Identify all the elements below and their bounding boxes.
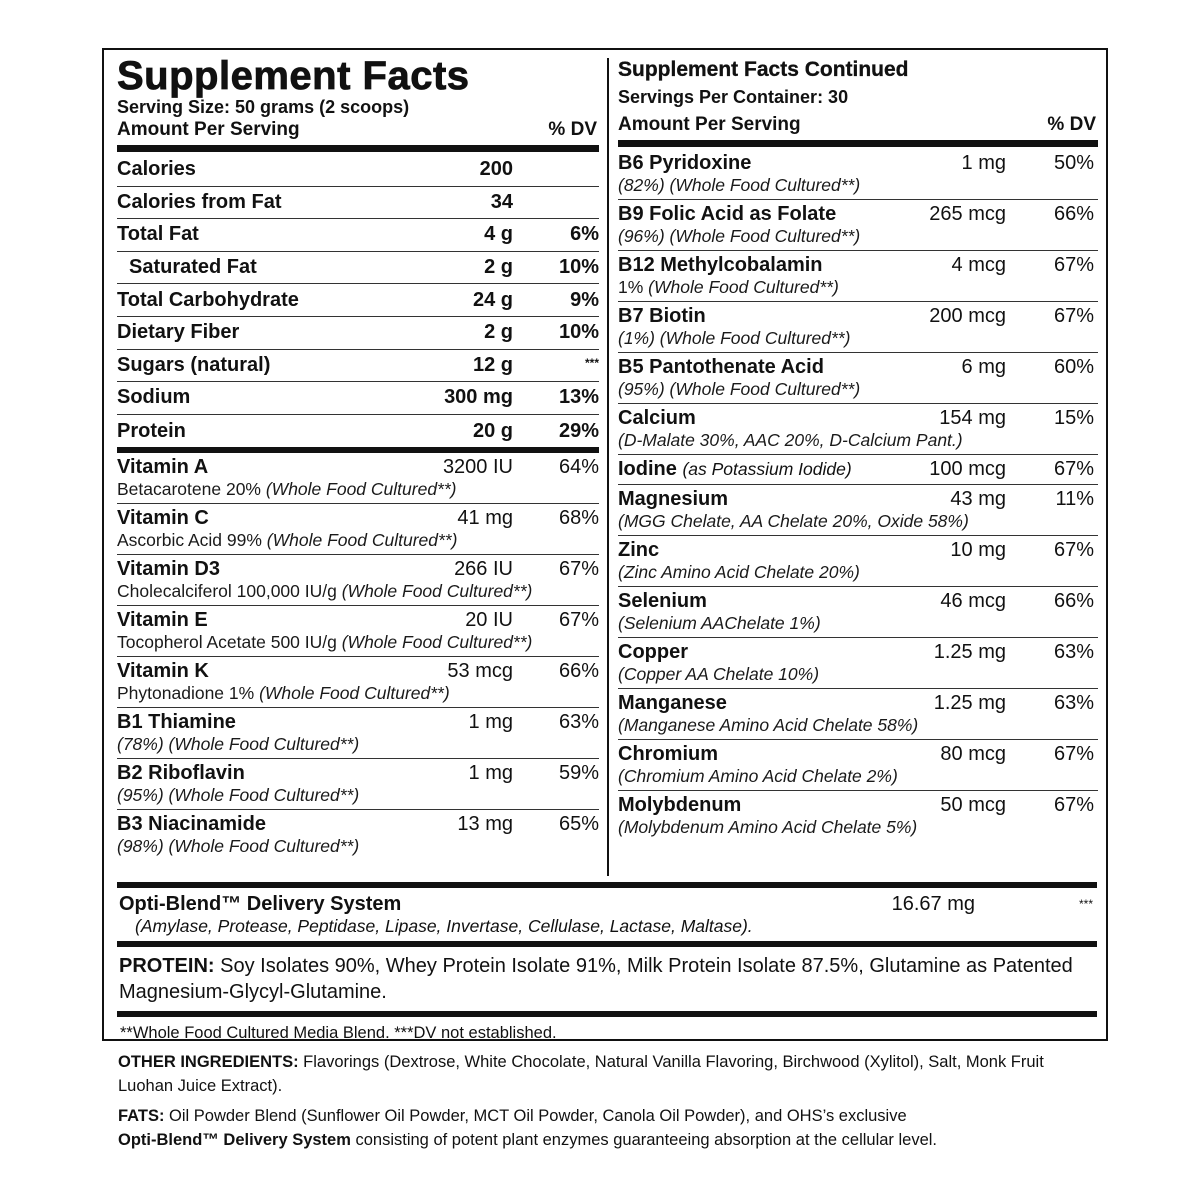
macro-amount: 20 g bbox=[472, 419, 513, 442]
macro-dv: 10% bbox=[558, 256, 599, 279]
macro-amount: 300 mg bbox=[444, 386, 513, 409]
nutrient-dv: 67% bbox=[558, 558, 599, 581]
nutrient-row bbox=[117, 606, 599, 657]
nutrient-dv: 50% bbox=[1053, 152, 1094, 174]
macro-row-protein bbox=[117, 415, 599, 448]
nutrient-row bbox=[618, 689, 1098, 740]
nutrient-source bbox=[618, 715, 1098, 736]
supplement-facts-panel bbox=[102, 48, 1108, 1041]
nutrient-name: Calcium bbox=[618, 407, 696, 429]
nutrient-source bbox=[618, 817, 1098, 838]
nutrient-amount: 10 mg bbox=[950, 539, 1006, 561]
nutrient-source-italic: (Copper AA Chelate 10%) bbox=[618, 664, 820, 684]
macro-dv: 10% bbox=[558, 321, 599, 344]
nutrient-dv: 67% bbox=[1053, 458, 1094, 480]
nutrient-source bbox=[618, 664, 1098, 685]
nutrient-row bbox=[618, 536, 1098, 587]
nutrient-row bbox=[618, 638, 1098, 689]
nutrient-source bbox=[117, 836, 599, 857]
nutrient-row bbox=[618, 302, 1098, 353]
nutrient-label bbox=[618, 640, 886, 664]
nutrient-dv: 60% bbox=[1053, 356, 1094, 378]
macro-dv: 6% bbox=[570, 223, 599, 246]
nutrient-source-plain: 1% bbox=[618, 277, 649, 297]
nutrient-dv: 63% bbox=[558, 711, 599, 734]
protein-sources-label: PROTEIN: bbox=[119, 955, 215, 977]
nutrient-label bbox=[117, 710, 383, 734]
nutrient-name: Copper bbox=[618, 641, 688, 663]
macro-label: Dietary Fiber bbox=[117, 321, 240, 344]
nutrient-source-italic: (Whole Food Cultured**) bbox=[266, 530, 458, 551]
column-divider bbox=[607, 58, 609, 876]
nutrient-amount: 1.25 mg bbox=[933, 692, 1006, 714]
nutrient-name: B3 Niacinamide bbox=[117, 813, 266, 836]
continued-title: Supplement Facts Continued bbox=[618, 58, 909, 81]
nutrient-source-plain: Tocopherol Acetate 500 IU/g bbox=[117, 632, 342, 653]
nutrient-source bbox=[117, 734, 599, 755]
nutrient-name: Vitamin K bbox=[117, 660, 209, 683]
nutrient-source bbox=[618, 175, 1098, 196]
nutrient-amount: 41 mg bbox=[457, 507, 513, 530]
nutrient-row bbox=[618, 587, 1098, 638]
macro-row-total-fat bbox=[117, 219, 599, 252]
nutrient-amount: 50 mcg bbox=[940, 794, 1006, 816]
bottom-section bbox=[117, 882, 1097, 1043]
macro-amount: 24 g bbox=[472, 288, 513, 311]
nutrient-name: Vitamin D3 bbox=[117, 558, 220, 581]
nutrient-amount: 46 mcg bbox=[940, 590, 1006, 612]
nutrient-source-italic: (Selenium AAChelate 1%) bbox=[618, 613, 821, 633]
nutrient-label bbox=[618, 253, 886, 277]
vitamin-list-left bbox=[117, 453, 599, 860]
macro-row-calories bbox=[117, 154, 599, 187]
nutrient-amount: 20 IU bbox=[465, 609, 513, 632]
nutrient-source-italic: (Whole Food Cultured**) bbox=[341, 632, 533, 653]
ingredients-text bbox=[118, 1050, 1098, 1158]
nutrient-name: B5 Pantothenate Acid bbox=[618, 356, 824, 378]
nutrient-source-italic: (1%) (Whole Food Cultured**) bbox=[618, 328, 851, 348]
amount-per-serving-label: Amount Per Serving bbox=[117, 119, 300, 140]
nutrient-source bbox=[618, 277, 1098, 298]
nutrient-row bbox=[618, 200, 1098, 251]
nutrient-amount: 100 mcg bbox=[929, 458, 1006, 480]
nutrient-source-italic: (Whole Food Cultured**) bbox=[648, 277, 839, 297]
nutrient-label bbox=[618, 538, 886, 562]
macro-row-sugars bbox=[117, 350, 599, 383]
nutrient-label bbox=[618, 457, 886, 481]
macro-amount: 12 g bbox=[472, 353, 513, 376]
macro-label: Calories from Fat bbox=[117, 190, 282, 213]
nutrient-label bbox=[117, 659, 383, 683]
nutrient-amount: 80 mcg bbox=[940, 743, 1006, 765]
macro-list bbox=[117, 154, 599, 447]
nutrient-amount: 6 mg bbox=[961, 356, 1006, 378]
nutrient-amount: 200 mcg bbox=[929, 305, 1006, 327]
macro-label: Protein bbox=[117, 419, 186, 442]
nutrient-dv: 63% bbox=[1053, 641, 1094, 663]
macro-amount: 34 bbox=[490, 190, 513, 213]
nutrient-label bbox=[117, 812, 383, 836]
nutrient-dv: 66% bbox=[1053, 590, 1094, 612]
nutrient-source-plain: Betacarotene 20% bbox=[117, 479, 266, 500]
nutrient-dv: 68% bbox=[558, 507, 599, 530]
nutrient-name: Vitamin E bbox=[117, 609, 208, 632]
nutrient-row bbox=[117, 759, 599, 810]
right-column bbox=[618, 50, 1098, 841]
nutrient-name: B1 Thiamine bbox=[117, 711, 236, 734]
dv-header: % DV bbox=[548, 119, 597, 140]
macro-label: Sugars (natural) bbox=[117, 353, 271, 376]
nutrient-amount: 265 mcg bbox=[929, 203, 1006, 225]
nutrient-source-italic: (Whole Food Cultured**) bbox=[265, 479, 457, 500]
nutrient-label bbox=[618, 406, 886, 430]
blend-amount: 16.67 mg bbox=[891, 893, 975, 915]
nutrient-source-plain: Ascorbic Acid 99% bbox=[117, 530, 267, 551]
macro-row-dietary-fiber bbox=[117, 317, 599, 350]
nutrient-row bbox=[618, 404, 1098, 455]
nutrient-source bbox=[618, 613, 1098, 634]
nutrient-row bbox=[618, 455, 1098, 485]
macro-dv: 9% bbox=[570, 288, 599, 311]
nutrient-dv: 63% bbox=[1053, 692, 1094, 714]
nutrient-label bbox=[618, 793, 886, 817]
nutrient-name: Vitamin A bbox=[117, 456, 209, 479]
nutrient-amount: 13 mg bbox=[457, 813, 513, 836]
nutrient-amount: 1 mg bbox=[468, 762, 513, 785]
nutrient-source bbox=[618, 379, 1098, 400]
nutrient-dv: 67% bbox=[1053, 254, 1094, 276]
blend-label: Opti-Blend™ Delivery System bbox=[119, 893, 402, 915]
nutrient-amount: 266 IU bbox=[454, 558, 513, 581]
macro-row-total-carbohydrate bbox=[117, 284, 599, 317]
nutrient-source-italic: (Chromium Amino Acid Chelate 2%) bbox=[618, 766, 898, 786]
macro-row-sodium bbox=[117, 382, 599, 415]
nutrient-row bbox=[618, 485, 1098, 536]
nutrient-name: B12 Methylcobalamin bbox=[618, 254, 823, 276]
nutrient-label bbox=[618, 202, 886, 226]
macro-amount: 2 g bbox=[484, 256, 513, 279]
macro-dv: 13% bbox=[558, 386, 599, 409]
nutrient-inline-note: (as Potassium Iodide) bbox=[682, 459, 852, 479]
fats-blend-text: consisting of potent plant enzymes guaranteeing absorption at the cellular level. bbox=[350, 1131, 938, 1149]
nutrient-row bbox=[618, 791, 1098, 841]
left-column bbox=[117, 50, 599, 860]
nutrient-source bbox=[117, 632, 599, 653]
amount-header bbox=[117, 118, 599, 142]
nutrient-name: Chromium bbox=[618, 743, 718, 765]
nutrient-row bbox=[117, 504, 599, 555]
nutrient-name: B9 Folic Acid as Folate bbox=[618, 203, 837, 225]
nutrient-source-italic: (96%) (Whole Food Cultured**) bbox=[618, 226, 861, 246]
nutrient-amount: 53 mcg bbox=[447, 660, 513, 683]
amount-per-serving-label: Amount Per Serving bbox=[618, 114, 801, 135]
nutrient-source bbox=[618, 511, 1098, 532]
nutrient-label bbox=[618, 487, 886, 511]
nutrient-dv: 59% bbox=[558, 762, 599, 785]
nutrient-source-italic: (95%) (Whole Food Cultured**) bbox=[618, 379, 861, 399]
other-ingredients-label: OTHER INGREDIENTS: bbox=[118, 1053, 299, 1071]
nutrient-label bbox=[117, 557, 383, 581]
nutrient-name: Molybdenum bbox=[618, 794, 742, 816]
panel-title: Supplement Facts bbox=[117, 54, 470, 98]
nutrient-amount: 1 mg bbox=[961, 152, 1006, 174]
nutrient-source bbox=[618, 562, 1098, 583]
nutrient-name: Zinc bbox=[618, 539, 660, 561]
macro-label: Saturated Fat bbox=[129, 256, 257, 279]
nutrient-amount: 1.25 mg bbox=[933, 641, 1006, 663]
servings-per-container: Servings Per Container: 30 bbox=[618, 87, 849, 107]
macro-amount: 2 g bbox=[484, 321, 513, 344]
nutrient-source bbox=[117, 683, 599, 704]
macro-label: Calories bbox=[117, 158, 196, 181]
nutrient-source-plain: Phytonadione 1% bbox=[117, 683, 260, 704]
macro-label: Sodium bbox=[117, 386, 191, 409]
macro-dv: *** bbox=[584, 355, 599, 370]
nutrient-source bbox=[117, 530, 599, 551]
nutrient-label bbox=[117, 761, 383, 785]
nutrient-name: Magnesium bbox=[618, 488, 729, 510]
nutrient-dv: 67% bbox=[1053, 539, 1094, 561]
nutrient-source-italic: (Whole Food Cultured**) bbox=[341, 581, 533, 602]
footnote: **Whole Food Cultured Media Blend. ***DV not established. bbox=[120, 1024, 557, 1042]
nutrient-name: Iodine bbox=[618, 458, 677, 480]
nutrient-name: B7 Biotin bbox=[618, 305, 706, 327]
nutrient-source bbox=[117, 581, 599, 602]
nutrient-label bbox=[618, 304, 886, 328]
opti-blend-row bbox=[117, 888, 1097, 941]
nutrient-amount: 1 mg bbox=[468, 711, 513, 734]
nutrient-amount: 4 mcg bbox=[951, 254, 1006, 276]
nutrient-dv: 67% bbox=[1053, 794, 1094, 816]
macro-amount: 4 g bbox=[484, 223, 513, 246]
other-ingredients bbox=[118, 1050, 1098, 1098]
nutrient-dv: 64% bbox=[558, 456, 599, 479]
nutrient-source bbox=[618, 328, 1098, 349]
protein-sources bbox=[117, 947, 1097, 1011]
nutrient-list-right bbox=[618, 149, 1098, 841]
other-ingredients-text: Flavorings (Dextrose, White Chocolate, Natural Vanilla Flavoring, Birchwood (Xylitol), Salt, Monk Fruit Luohan Juice Extract). bbox=[118, 1053, 1044, 1095]
nutrient-source bbox=[117, 785, 599, 806]
nutrient-row bbox=[117, 657, 599, 708]
blend-enzymes: (Amylase, Protease, Peptidase, Lipase, Invertase, Cellulase, Lactase, Maltase). bbox=[135, 916, 753, 936]
nutrient-row bbox=[618, 251, 1098, 302]
nutrient-label bbox=[618, 691, 886, 715]
nutrient-name: B2 Riboflavin bbox=[117, 762, 245, 785]
nutrient-label bbox=[618, 742, 886, 766]
fats-text: Oil Powder Blend (Sunflower Oil Powder, MCT Oil Powder, Canola Oil Powder), and OHS’s exclusive bbox=[164, 1107, 907, 1125]
nutrient-name: Selenium bbox=[618, 590, 707, 612]
macro-row-saturated-fat bbox=[117, 252, 599, 285]
nutrient-row bbox=[117, 708, 599, 759]
nutrient-source-italic: (MGG Chelate, AA Chelate 20%, Oxide 58%) bbox=[618, 511, 969, 531]
nutrient-row bbox=[618, 740, 1098, 791]
nutrient-source-italic: (78%) (Whole Food Cultured**) bbox=[117, 734, 360, 755]
protein-sources-text: Soy Isolates 90%, Whey Protein Isolate 91%, Milk Protein Isolate 87.5%, Glutamine as Patented Magnesium-Glycyl-Glutamine. bbox=[119, 955, 1073, 1003]
nutrient-source bbox=[618, 766, 1098, 787]
macro-dv: 29% bbox=[558, 419, 599, 442]
macro-row-calories-from-fat bbox=[117, 187, 599, 220]
macro-label: Total Carbohydrate bbox=[117, 288, 299, 311]
nutrient-source-italic: (Zinc Amino Acid Chelate 20%) bbox=[618, 562, 860, 582]
nutrient-row bbox=[618, 353, 1098, 404]
nutrient-source bbox=[618, 430, 1098, 451]
nutrient-row bbox=[618, 149, 1098, 200]
nutrient-source bbox=[117, 479, 599, 500]
nutrient-source-italic: (Molybdenum Amino Acid Chelate 5%) bbox=[618, 817, 918, 837]
nutrient-dv: 67% bbox=[1053, 743, 1094, 765]
nutrient-amount: 3200 IU bbox=[442, 456, 513, 479]
nutrient-source-italic: (82%) (Whole Food Cultured**) bbox=[618, 175, 861, 195]
fats-label: FATS: bbox=[118, 1107, 165, 1125]
macro-amount: 200 bbox=[479, 158, 513, 181]
nutrient-dv: 66% bbox=[558, 660, 599, 683]
nutrient-dv: 66% bbox=[1053, 203, 1094, 225]
nutrient-label bbox=[618, 151, 886, 175]
nutrient-row bbox=[117, 810, 599, 860]
nutrient-source-italic: (Manganese Amino Acid Chelate 58%) bbox=[618, 715, 919, 735]
nutrient-row bbox=[117, 555, 599, 606]
nutrient-source-italic: (95%) (Whole Food Cultured**) bbox=[117, 785, 360, 806]
nutrient-label bbox=[117, 506, 383, 530]
amount-header bbox=[618, 113, 1098, 137]
nutrient-label bbox=[618, 589, 886, 613]
nutrient-name: B6 Pyridoxine bbox=[618, 152, 752, 174]
nutrient-dv: 67% bbox=[558, 609, 599, 632]
nutrient-dv: 15% bbox=[1053, 407, 1094, 429]
serving-size: Serving Size: 50 grams (2 scoops) bbox=[117, 97, 410, 117]
nutrient-source-italic: (Whole Food Cultured**) bbox=[259, 683, 450, 704]
nutrient-source-italic: (98%) (Whole Food Cultured**) bbox=[117, 836, 360, 857]
fats-blend-label: Opti-Blend™ Delivery System bbox=[118, 1131, 351, 1149]
nutrient-name: Vitamin C bbox=[117, 507, 209, 530]
nutrient-dv: 11% bbox=[1055, 488, 1094, 510]
nutrient-row bbox=[117, 453, 599, 504]
nutrient-source-italic: (D-Malate 30%, AAC 20%, D-Calcium Pant.) bbox=[618, 430, 963, 450]
macro-label: Total Fat bbox=[117, 223, 199, 246]
nutrient-label bbox=[117, 608, 383, 632]
nutrient-label bbox=[117, 455, 383, 479]
nutrient-label bbox=[618, 355, 886, 379]
nutrient-amount: 43 mg bbox=[950, 488, 1006, 510]
nutrient-source bbox=[618, 226, 1098, 247]
dv-header: % DV bbox=[1047, 114, 1096, 135]
blend-dv: *** bbox=[1078, 897, 1093, 911]
nutrient-name: Manganese bbox=[618, 692, 727, 714]
nutrient-amount: 154 mg bbox=[939, 407, 1006, 429]
thick-divider bbox=[117, 145, 599, 152]
thick-divider bbox=[618, 140, 1098, 147]
fats-ingredients bbox=[118, 1104, 1098, 1152]
nutrient-dv: 67% bbox=[1053, 305, 1094, 327]
nutrient-source-plain: Cholecalciferol 100,000 IU/g bbox=[117, 581, 342, 602]
nutrient-dv: 65% bbox=[558, 813, 599, 836]
